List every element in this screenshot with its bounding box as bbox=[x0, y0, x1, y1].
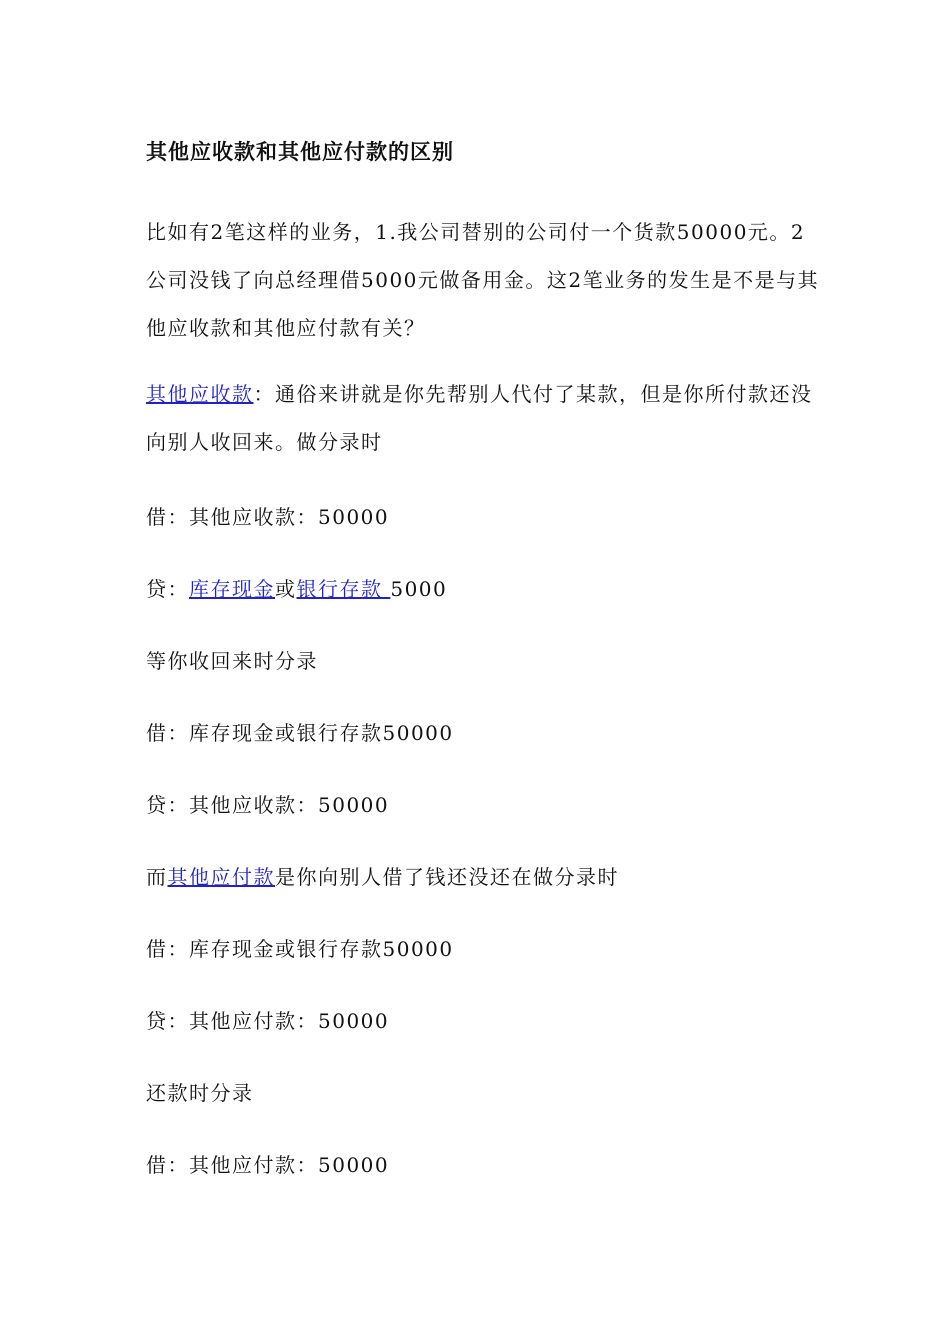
link-other-payables[interactable]: 其他应付款 bbox=[167, 865, 275, 889]
entry1-credit-amount: 5000 bbox=[390, 577, 448, 601]
link-cash-on-hand[interactable]: 库存现金 bbox=[189, 577, 275, 601]
entry2-debit: 借：库存现金或银行存款50000 bbox=[146, 721, 454, 745]
payable-definition-text: 是你向别人借了钱还没还在做分录时 bbox=[275, 865, 619, 889]
receivable-definition-text: ：通俗来讲就是你先帮别人代付了某款，但是你所付款还没向别人收回来。做分录时 bbox=[146, 382, 813, 454]
entry1-credit bbox=[146, 574, 447, 604]
repay-label: 还款时分录 bbox=[146, 1081, 254, 1105]
receivable-definition bbox=[146, 370, 826, 466]
entry2-credit: 贷：其他应收款：50000 bbox=[146, 793, 390, 817]
payable-definition bbox=[146, 862, 619, 892]
link-other-receivables[interactable]: 其他应收款 bbox=[146, 382, 254, 406]
entry1-debit: 借：其他应收款：50000 bbox=[146, 505, 390, 529]
entry3-credit: 贷：其他应付款：50000 bbox=[146, 1009, 390, 1033]
entry1-credit-mid: 或 bbox=[275, 577, 297, 601]
intro-paragraph: 比如有2笔这样的业务，1.我公司替别的公司付一个货款50000元。2公司没钱了向总经理借5000元做备用金。这2笔业务的发生是不是与其他应收款和其他应付款有关？ bbox=[146, 220, 820, 340]
entry3-debit: 借：库存现金或银行存款50000 bbox=[146, 937, 454, 961]
entry1-credit-prefix: 贷： bbox=[146, 577, 189, 601]
page-title: 其他应收款和其他应付款的区别 bbox=[146, 139, 454, 164]
collect-label: 等你收回来时分录 bbox=[146, 649, 318, 673]
link-bank-deposit[interactable]: 银行存款 bbox=[296, 577, 391, 601]
entry4-debit: 借：其他应付款：50000 bbox=[146, 1153, 390, 1177]
payable-definition-prefix: 而 bbox=[146, 865, 168, 889]
